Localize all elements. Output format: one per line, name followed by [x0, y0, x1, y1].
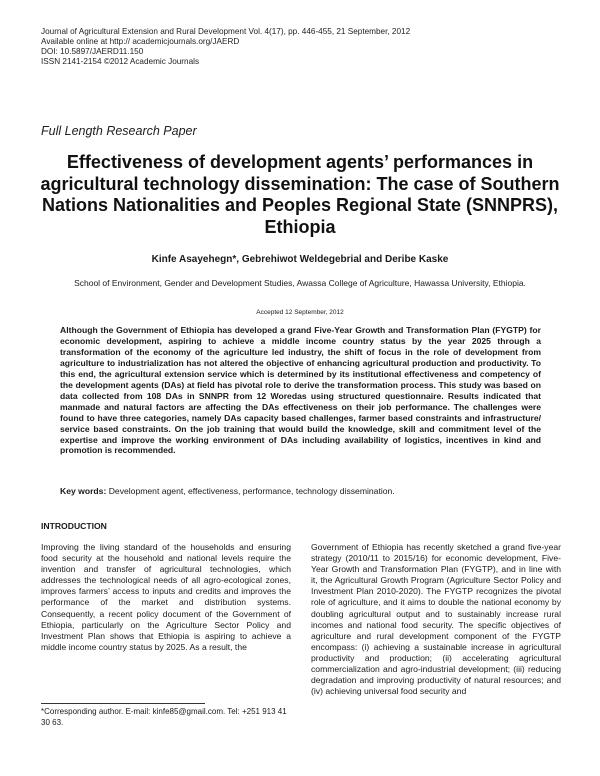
accepted-date: Accepted 12 September, 2012	[256, 309, 344, 316]
doi-line: DOI: 10.5897/JAERD11.150	[41, 47, 144, 56]
keywords-label: Key words:	[60, 486, 107, 496]
introduction-left-column: Improving the living standard of the households and ensuring food security at the household and national levels require the invention and transfer of agricultural technologies, which addresses the technological needs of all agro-ecological zones, improves farmers’ access to inputs and credits and improves the performance of the market and distribution systems. Consequently, a recent policy document of the Government of Ethiopia, particularly on the Agriculture Sector Policy and Investment Plan shows that Ethiopia is aspiring to achieve a middle income country status by 2025. As a result, the	[41, 542, 291, 652]
corresponding-author-footnote: *Corresponding author. E-mail: kinfe85@gmail.com. Tel: +251 913 41 30 63.	[41, 707, 287, 727]
footnote-divider	[41, 703, 205, 704]
paper-type-label: Full Length Research Paper	[41, 124, 197, 138]
introduction-right-column: Government of Ethiopia has recently sketched a grand five-year strategy (2010/11 to 2015/16) for economic development, Five-Year Growth and Transformation Plan (FYGTP), and in line with it, the Agricultural Growth Program (Agriculture Sector Policy and Investment Plan 2010-2020). The FYGTP recognizes the pivotal role of agriculture, and it aims to double the national economy by doubling agricultural output and to sustainably increase rural incomes and national food security. The specific objectives of agriculture and rural development component of the FYGTP encompass: (i) achieving a sustainable increase in agricultural productivity and production; (ii) accelerating agricultural commercialization and agro-industrial development; (iii) reducing degradation and improving productivity of natural resources; and (iv) achieving universal food security and	[311, 542, 561, 697]
introduction-heading: INTRODUCTION	[41, 521, 107, 531]
availability-line: Available online at http:// academicjournals.org/JAERD	[41, 37, 240, 46]
author-affiliation: School of Environment, Gender and Development Studies, Awassa College of Agriculture, Hawassa University, Ethiopia.	[74, 278, 526, 288]
keywords-text: Development agent, effectiveness, performance, technology dissemination.	[106, 486, 395, 496]
journal-header	[41, 27, 410, 67]
author-list: Kinfe Asayehegn*, Gebrehiwot Weldegebrial and Deribe Kaske	[151, 254, 449, 265]
keywords	[60, 486, 541, 497]
journal-citation-line: Journal of Agricultural Extension and Rural Development Vol. 4(17), pp. 446-455, 21 September, 2012	[41, 27, 411, 36]
issn-line: ISSN 2141-2154 ©2012 Academic Journals	[41, 57, 200, 66]
paper-title: Effectiveness of development agents’ performances in agricultural technology dissemination: The case of Southern Nations Nationalities and Peoples Regional State (SNNPRS), Ethiopia	[40, 152, 560, 237]
abstract: Although the Government of Ethiopia has developed a grand Five-Year Growth and Transformation Plan (FYGTP) for economic development, aspiring to achieve a middle income country status by the year 2025 through a transformation of the economy of the agriculture led industry, the shift of focus in the role of development from agriculture to industrialization has not altered the objective of enhancing agricultural production and productivity. To this end, the agricultural extension service which is determined by its institutional effectiveness and competency of the development agents (DAs) at field has pivotal role to derive the transformation process. This study was based on data collected from 108 DAs in SNNPR from 12 Woredas using structured questionnaire. Results indicated that manmade and natural factors are affecting the DAs effectiveness on their job performance. The challenges were found to have three categories, namely DAs capacity based challenges, farmer based constraints and infrastructure/ service based constraints. On the job training that would build the knowledge, skill and commitment level of the expertise and improve the working environment of DAs including availability of logistics, incentives in kind and promotion is recommended.	[60, 325, 541, 456]
